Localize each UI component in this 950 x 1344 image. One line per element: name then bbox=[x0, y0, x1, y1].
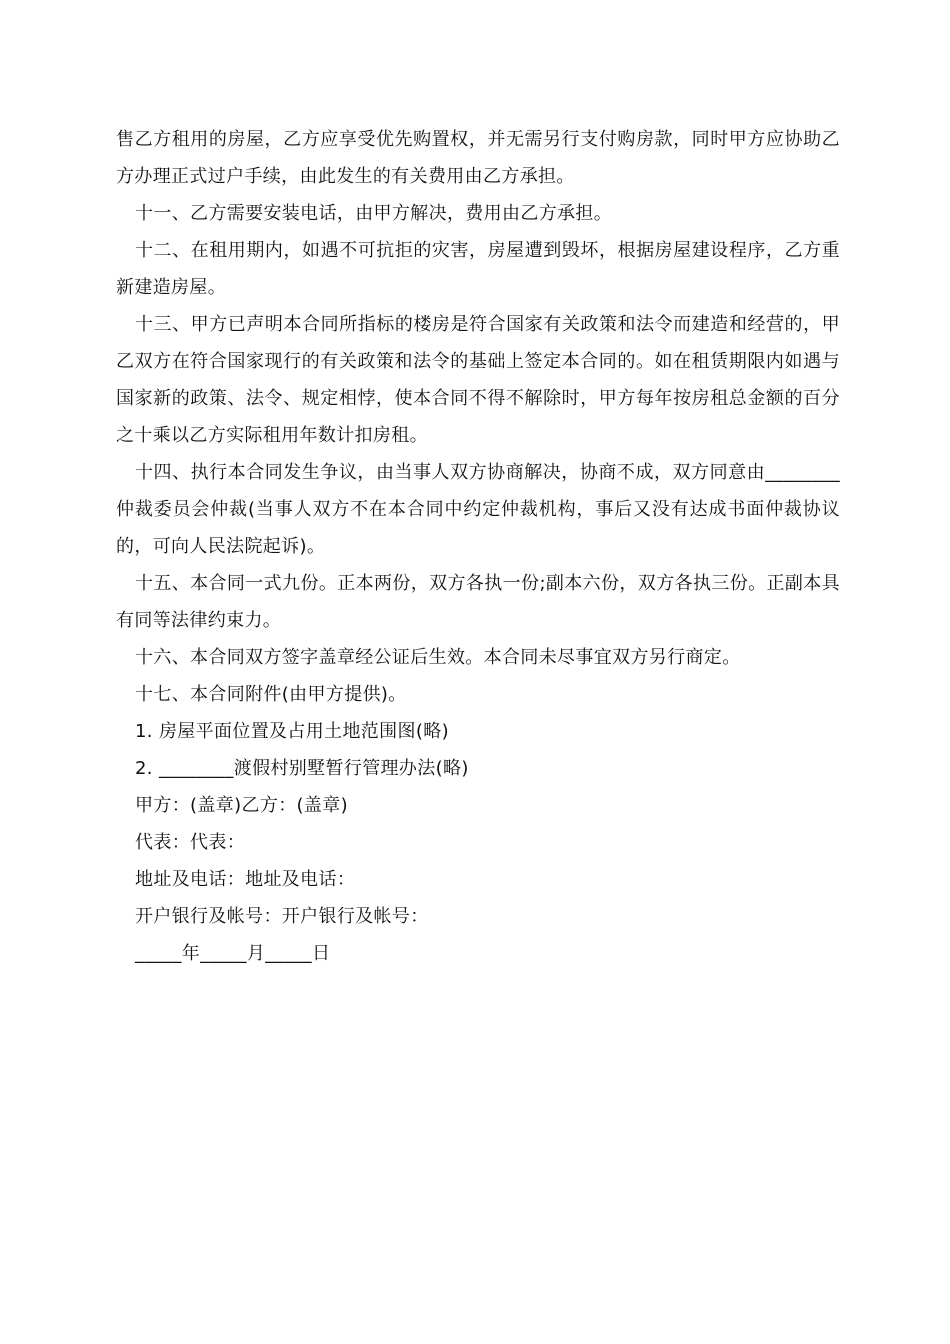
attachment-item-2: 2. ________渡假村别墅暂行管理办法(略) bbox=[135, 758, 469, 779]
clause-seventeen: 十七、本合同附件(由甲方提供)。 bbox=[135, 684, 407, 705]
bank-account-line: 开户银行及帐号：开户银行及帐号： bbox=[135, 906, 429, 927]
clause-ten-continued: 售乙方租用的房屋，乙方应享受优先购置权，并无需另行支付购房款，同时甲方应协助乙方办理正式过户手续，由此发生的有关费用由乙方承担。 bbox=[116, 129, 840, 187]
clause-fourteen: 十四、执行本合同发生争议，由当事人双方协商解决，协商不成，双方同意由________仲裁委员会仲裁(当事人双方不在本合同中约定仲裁机构，事后又没有达成书面仲裁协议的，可向人民法院起诉)。 bbox=[116, 462, 840, 557]
date-line: _____年_____月_____日 bbox=[135, 943, 331, 964]
clause-eleven: 十一、乙方需要安装电话，由甲方解决，费用由乙方承担。 bbox=[135, 203, 613, 224]
address-phone-line: 地址及电话：地址及电话： bbox=[135, 869, 356, 890]
clause-thirteen: 十三、甲方已声明本合同所指标的楼房是符合国家有关政策和法令而建造和经营的，甲乙双方在符合国家现行的有关政策和法令的基础上签定本合同的。如在租赁期限内如遇与国家新的政策、法令、规定相悖，使本合同不得不解除时，甲方每年按房租总金额的百分之十乘以乙方实际租用年数计扣房租。 bbox=[116, 314, 840, 446]
signature-seal-line: 甲方：(盖章)乙方：(盖章) bbox=[135, 795, 348, 816]
clause-twelve: 十二、在租用期内，如遇不可抗拒的灾害，房屋遭到毁坏，根据房屋建设程序，乙方重新建造房屋。 bbox=[116, 240, 840, 298]
clause-fifteen: 十五、本合同一式九份。正本两份，双方各执一份;副本六份，双方各执三份。正副本具有同等法律约束力。 bbox=[116, 573, 840, 631]
representative-line: 代表：代表： bbox=[135, 832, 246, 853]
attachment-item-1: 1. 房屋平面位置及占用土地范围图(略) bbox=[135, 721, 449, 742]
clause-sixteen: 十六、本合同双方签字盖章经公证后生效。本合同未尽事宜双方另行商定。 bbox=[135, 647, 741, 668]
contract-body bbox=[116, 121, 840, 972]
